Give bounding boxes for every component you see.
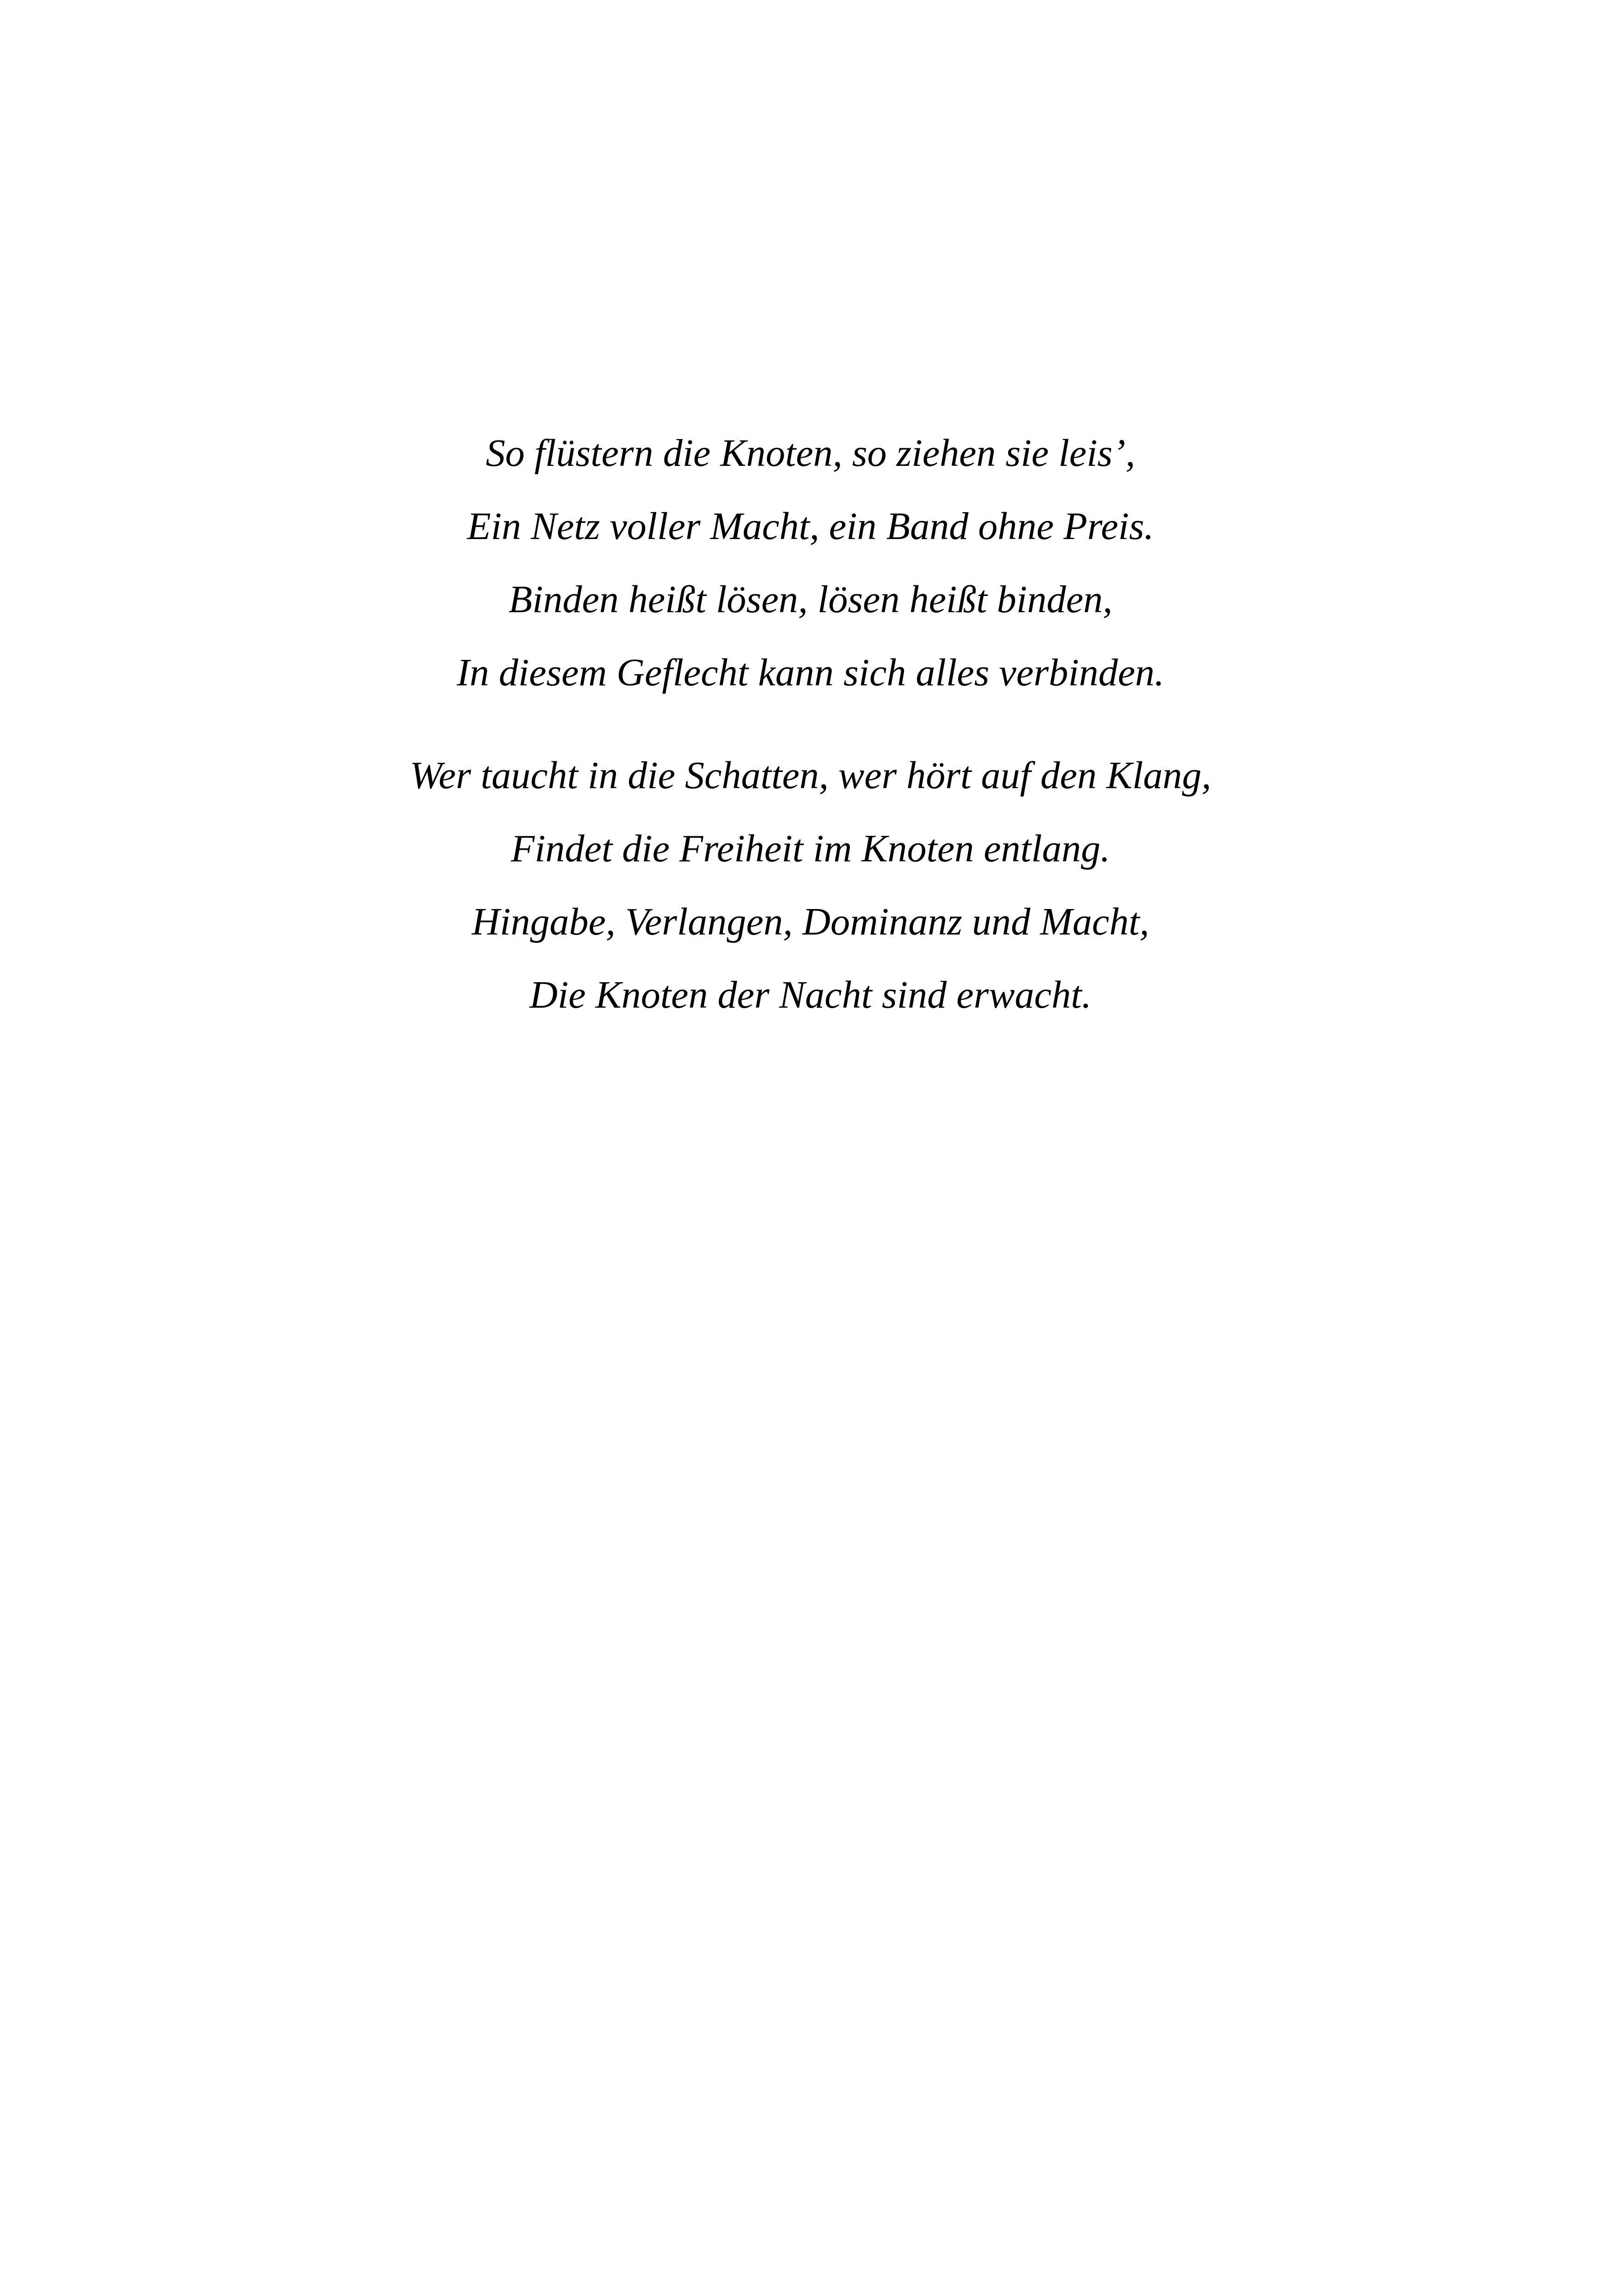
poem-line: In diesem Geflecht kann sich alles verbinden. [457, 651, 1164, 694]
poem-stanza-2 [0, 739, 1621, 1032]
poem-line: Binden heißt lösen, lösen heißt binden, [508, 578, 1113, 621]
poem-line: So flüstern die Knoten, so ziehen sie leis’, [485, 432, 1136, 475]
poem-stanza-1 [0, 417, 1621, 709]
poem-line: Hingabe, Verlangen, Dominanz und Macht, [471, 900, 1150, 943]
poem-line: Wer taucht in die Schatten, wer hört auf den Klang, [409, 754, 1212, 797]
poem-line: Findet die Freiheit im Knoten entlang. [511, 827, 1110, 870]
poem-line: Ein Netz voller Macht, ein Band ohne Preis. [467, 505, 1154, 548]
poem-line: Die Knoten der Nacht sind erwacht. [529, 973, 1092, 1016]
